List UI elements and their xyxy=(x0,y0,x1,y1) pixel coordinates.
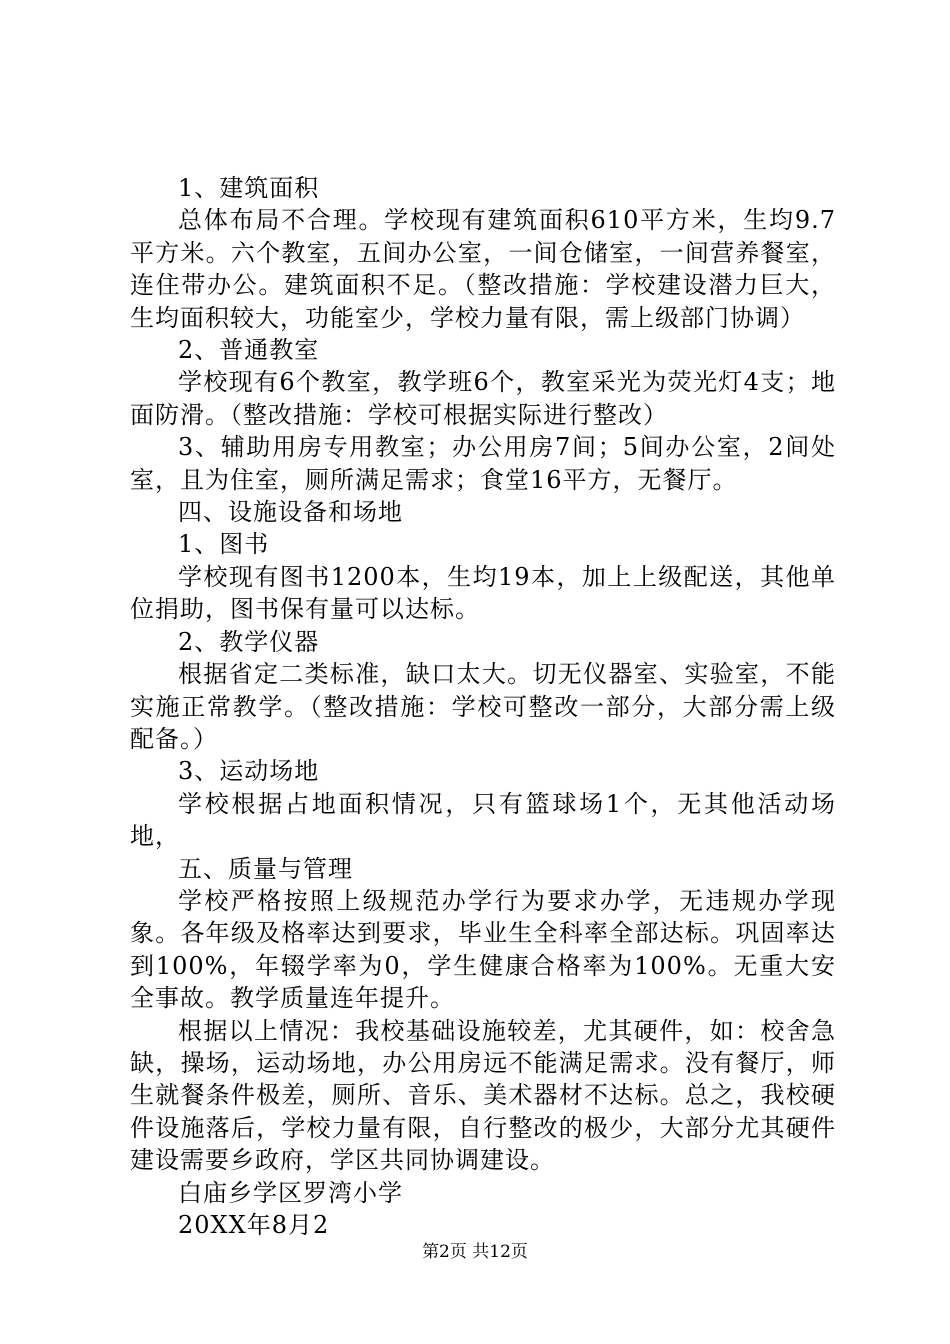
document-body xyxy=(130,172,836,1241)
paragraph-quality: 学校严格按照上级规范办学行为要求办学，无违规办学现象。各年级及格率达到要求，毕业生全科率全部达标。巩固率达到100%，年辍学率为0，学生健康合格率为100%。无重大安全事故。教学质量连年提升。 xyxy=(130,886,836,1013)
paragraph-auxiliary-rooms: 3、辅助用房专用教室；办公用房7间；5间办公室，2间处室，且为住室，厕所满足需求；食堂16平方，无餐厅。 xyxy=(130,433,836,494)
signature-school: 白庙乡学区罗湾小学 xyxy=(178,1178,403,1207)
paragraph-building-area: 总体布局不合理。学校现有建筑面积610平方米，生均9.7平方米。六个教室，五间办公室，一间仓储室，一间营养餐室，连住带办公。建筑面积不足。（整改措施：学校建设潜力巨大，生均面积较大，功能室少，学校力量有限，需上级部门协调） xyxy=(130,206,836,332)
section-heading-quality: 五、质量与管理 xyxy=(178,854,353,883)
heading-classrooms: 2、普通教室 xyxy=(178,336,320,365)
section-heading-facilities: 四、设施设备和场地 xyxy=(178,498,403,527)
paragraph-summary: 根据以上情况：我校基础设施较差，尤其硬件，如：校舍急缺，操场，运动场地，办公用房远不能满足需求。没有餐厅，师生就餐条件极差，厕所、音乐、美术器材不达标。总之，我校硬件设施落后，学校力量有限，自行整改的极少，大部分尤其硬件建设需要乡政府，学区共同协调建设。 xyxy=(130,1016,836,1175)
page-number-footer: 第2页 共12页 xyxy=(422,1242,528,1262)
heading-sports-field: 3、运动场地 xyxy=(178,757,320,786)
paragraph-books: 学校现有图书1200本，生均19本，加上上级配送，其他单位捐助，图书保有量可以达标。 xyxy=(130,562,836,624)
heading-instruments: 2、教学仪器 xyxy=(178,627,320,656)
signature-date: 20XX年8月2 xyxy=(178,1211,330,1239)
paragraph-instruments: 根据省定二类标准，缺口太大。切无仪器室、实验室，不能实施正常教学。（整改措施：学校可整改一部分，大部分需上级配备。） xyxy=(130,660,836,753)
paragraph-classrooms: 学校现有6个教室，教学班6个，教室采光为荧光灯4支；地面防滑。（整改措施：学校可根据实际进行整改） xyxy=(130,368,836,429)
heading-building-area: 1、建筑面积 xyxy=(178,174,320,202)
heading-books: 1、图书 xyxy=(178,530,270,559)
paragraph-sports-field: 学校根据占地面积情况，只有篮球场1个，无其他活动场地， xyxy=(130,789,836,851)
